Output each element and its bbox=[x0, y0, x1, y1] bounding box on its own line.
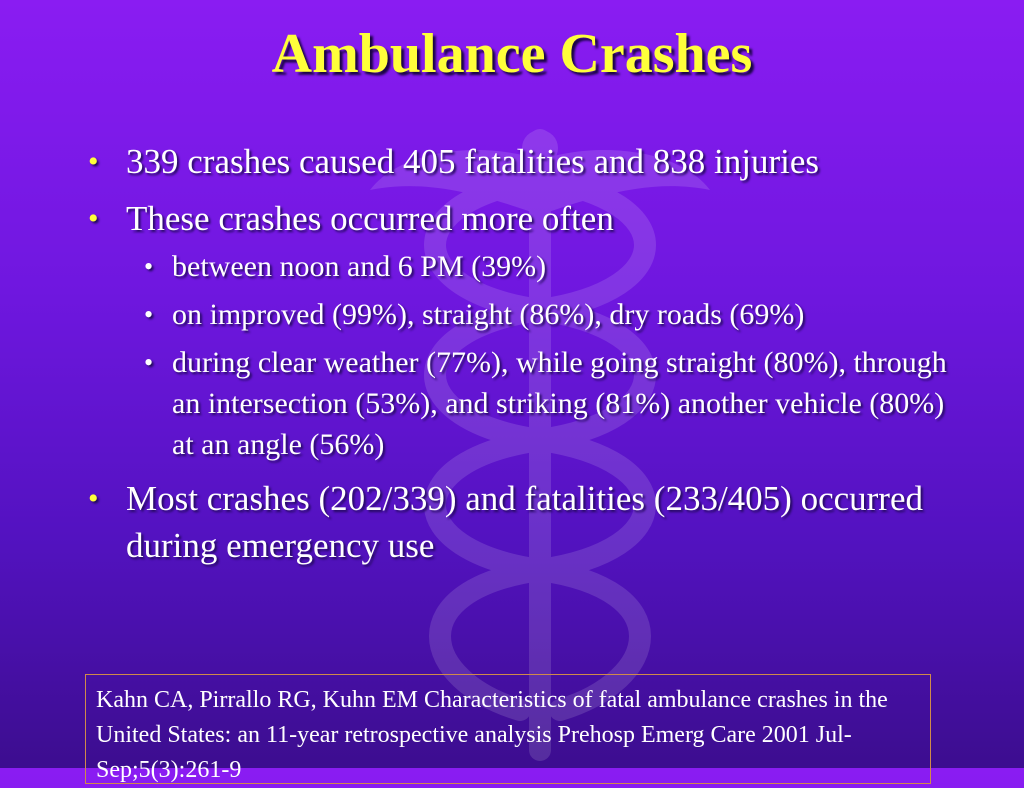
sub-bullet-text: on improved (99%), straight (86%), dry roads (69%) bbox=[172, 298, 805, 331]
bullet-item bbox=[88, 138, 948, 185]
slide-title: Ambulance Crashes bbox=[271, 23, 753, 85]
citation-box: Kahn CA, Pirrallo RG, Kuhn EM Characteristics of fatal ambulance crashes in the United States: an 11-year retrospective analysis Prehosp Emerg Care 2001 Jul-Sep;5(3):261-9 bbox=[85, 674, 931, 784]
bullet-text: 339 crashes caused 405 fatalities and 838 injuries bbox=[126, 142, 819, 181]
bullet-icon: • bbox=[88, 202, 99, 235]
bullet-item bbox=[88, 475, 948, 569]
sub-bullet-item bbox=[126, 342, 948, 465]
bullet-icon: • bbox=[88, 145, 99, 178]
sub-bullet-icon: • bbox=[144, 300, 154, 329]
sub-bullet-icon: • bbox=[144, 348, 154, 377]
sub-bullet-item bbox=[126, 294, 948, 335]
bullet-icon: • bbox=[88, 482, 99, 515]
sub-bullet-icon: • bbox=[144, 252, 154, 281]
bullet-item bbox=[88, 195, 948, 465]
sub-bullet-list bbox=[126, 246, 948, 465]
sub-bullet-text: between noon and 6 PM (39%) bbox=[172, 250, 547, 283]
bullet-text: These crashes occurred more often bbox=[126, 199, 614, 238]
bullet-text: Most crashes (202/339) and fatalities (233/405) occurred during emergency use bbox=[126, 479, 923, 565]
sub-bullet-item bbox=[126, 246, 948, 287]
bullet-list bbox=[88, 138, 948, 579]
sub-bullet-text: during clear weather (77%), while going straight (80%), through an intersection (53%), and striking (81%) another vehicle (80%) at an angle (56%) bbox=[172, 346, 947, 461]
